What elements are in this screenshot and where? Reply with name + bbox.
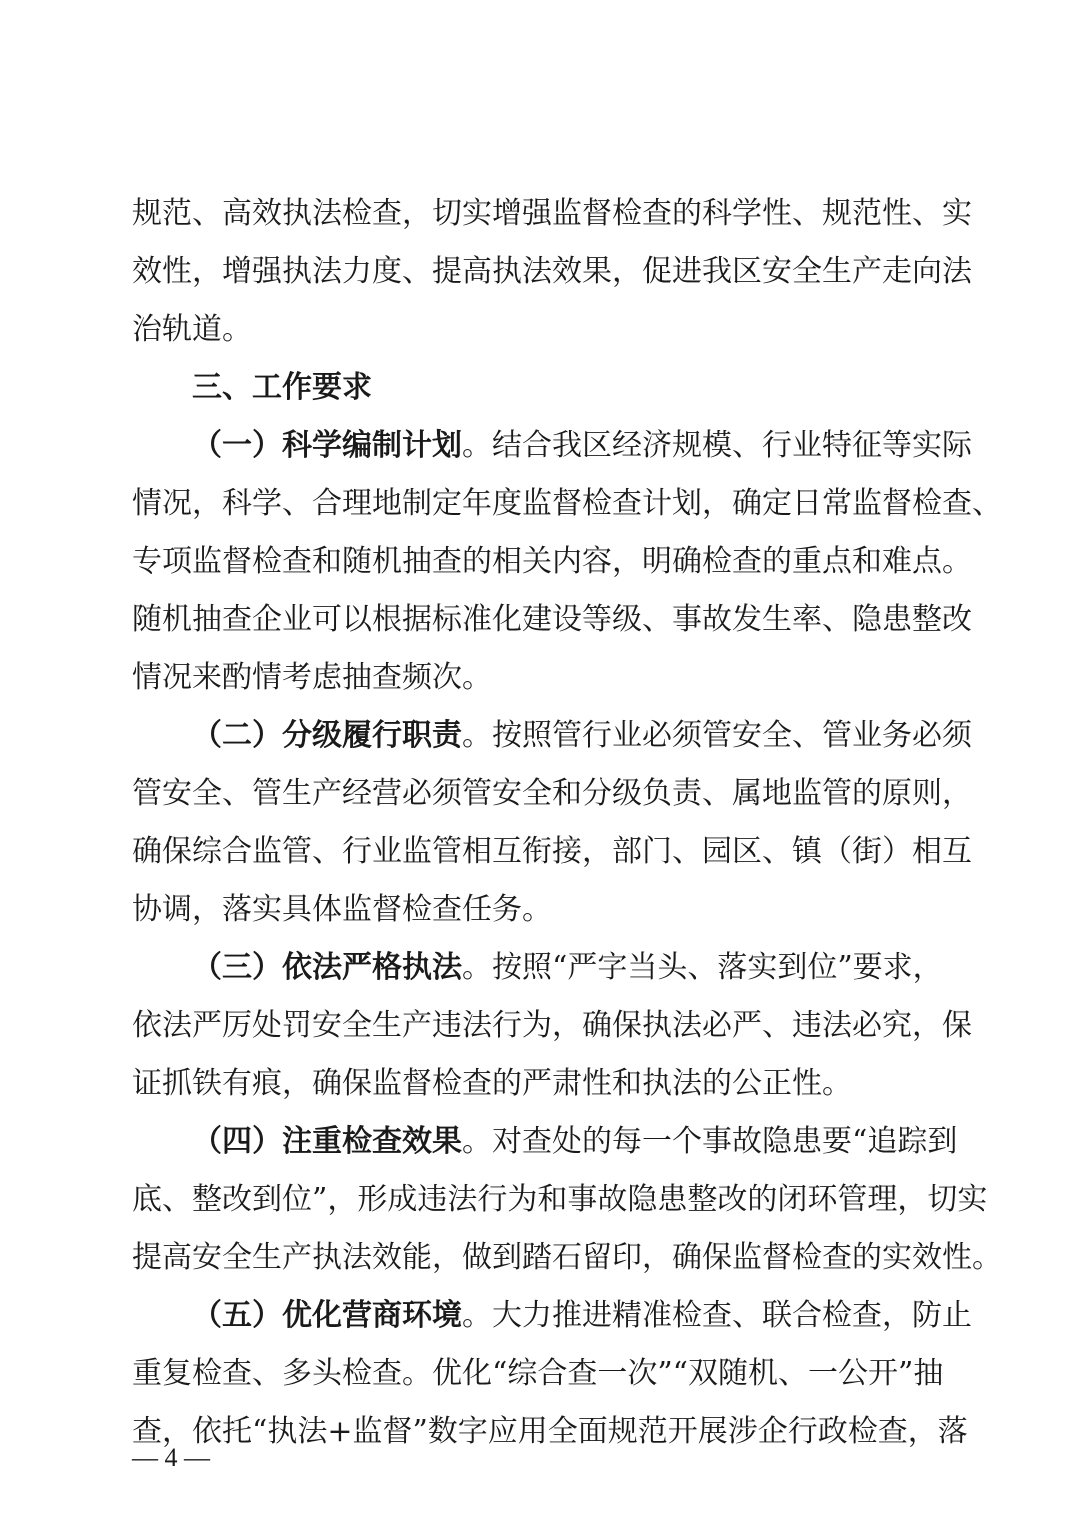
text-line: 随机抽查企业可以根据标准化建设等级、事故发生率、隐患整改 [132,602,972,637]
text-line: 证抓铁有痕，确保监督检查的严肃性和执法的公正性。 [132,1066,852,1101]
text-line: 情况来酌情考虑抽查频次。 [132,660,492,695]
item-1-first-rest: 。结合我区经济规模、行业特征等实际 [462,428,972,463]
text-line: 查，依托“执法+监督”数字应用全面规范开展涉企行政检查，落 [132,1414,968,1449]
text-line: 依法严厉处罚安全生产违法行为，确保执法必严、违法必究，保 [132,1008,972,1043]
item-4-first-line [132,1113,958,1171]
item-3-paragraph [132,939,972,1113]
paragraph-intro-continuation [132,185,972,359]
item-3-first-rest: 。按照“严字当头、落实到位”要求， [462,950,943,985]
text-line: 情况，科学、合理地制定年度监督检查计划，确定日常监督检查、 [132,486,1002,521]
item-2-first-rest: 。按照管行业必须管安全、管业务必须 [462,718,972,753]
text-line: 专项监督检查和随机抽查的相关内容，明确检查的重点和难点。 [132,544,972,579]
item-5-first-line [132,1287,972,1345]
item-5-title: （五）优化营商环境 [192,1298,462,1333]
page-number: — 4 — [132,1443,210,1472]
text-line: 重复检查、多头检查。优化“综合查一次”“双随机、一公开”抽 [132,1356,944,1391]
text-line: 规范、高效执法检查，切实增强监督检查的科学性、规范性、实 [132,196,972,231]
text-line: 管安全、管生产经营必须管安全和分级负责、属地监管的原则， [132,776,972,811]
section-heading: 三、工作要求 [192,370,372,405]
item-1-title: （一）科学编制计划 [192,428,462,463]
item-2-title: （二）分级履行职责 [192,718,462,753]
item-4-first-rest: 。对查处的每一个事故隐患要“追踪到 [462,1124,958,1159]
text-line: 效性，增强执法力度、提高执法效果，促进我区安全生产走向法 [132,254,972,289]
item-3-first-line [132,939,942,997]
item-1-first-line [132,417,972,475]
item-2-paragraph [132,707,972,939]
text-line: 协调，落实具体监督检查任务。 [132,892,552,927]
text-line: 确保综合监管、行业监管相互衔接，部门、园区、镇（街）相互 [132,834,972,869]
item-1-paragraph [132,417,1002,707]
text-line: 提高安全生产执法效能，做到踏石留印，确保监督检查的实效性。 [132,1240,1002,1275]
item-2-first-line [132,707,972,765]
item-4-paragraph [132,1113,1002,1287]
item-3-title: （三）依法严格执法 [192,950,462,985]
text-line: 治轨道。 [132,312,252,347]
item-5-paragraph [132,1287,972,1461]
item-5-first-rest: 。大力推进精准检查、联合检查，防止 [462,1298,972,1333]
item-4-title: （四）注重检查效果 [192,1124,462,1159]
text-line: 底、整改到位”，形成违法行为和事故隐患整改的闭环管理，切实 [132,1182,988,1217]
document-body [132,185,1002,1461]
